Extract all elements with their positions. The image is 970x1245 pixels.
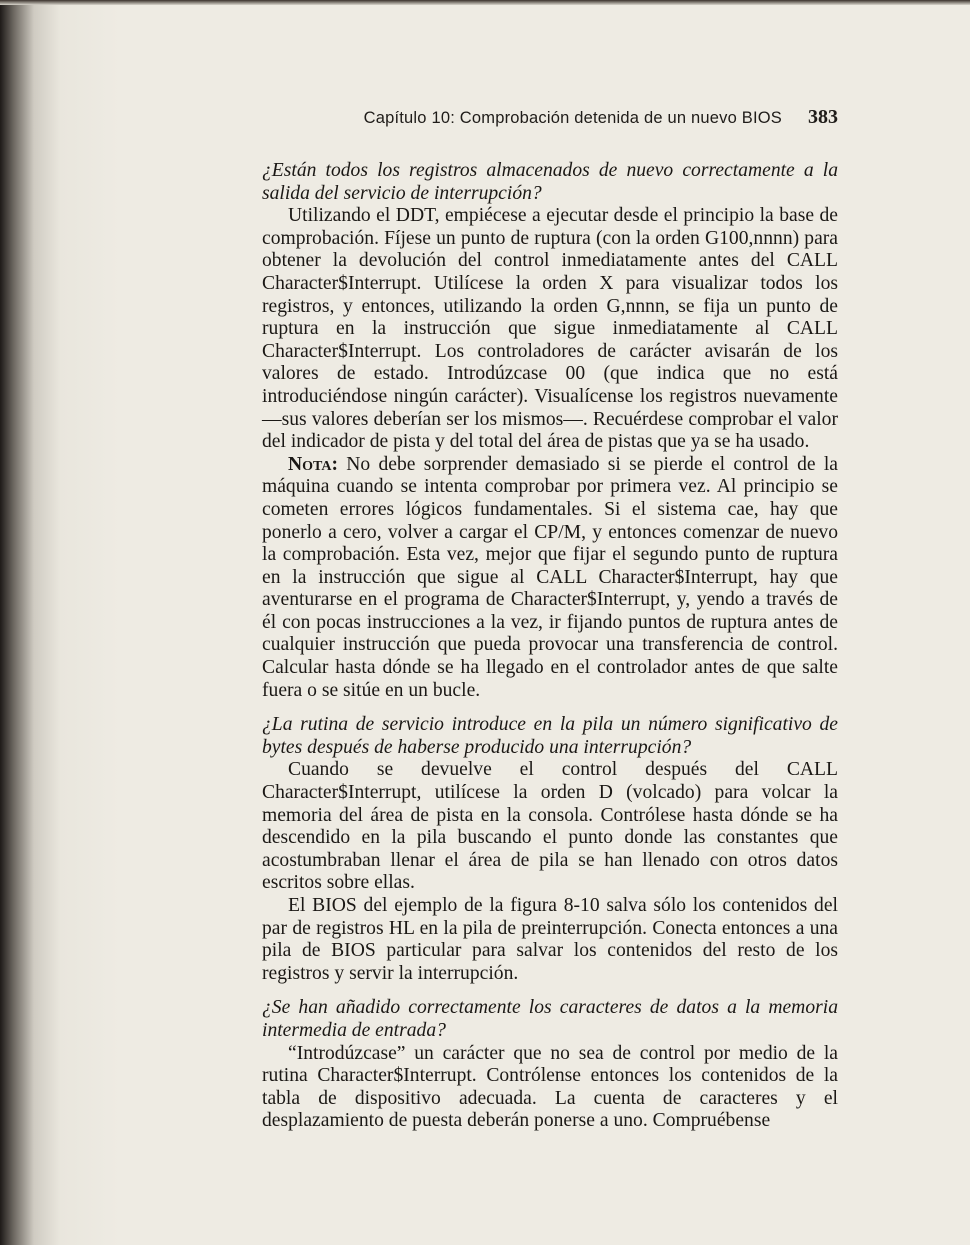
- body-paragraph: El BIOS del ejemplo de la figura 8-10 salva sólo los contenidos del par de registros HL en la pila de preinterrupción. Conecta entonces a una pila de BIOS particular para salvar los contenidos del resto de los registros y servir la interrupción.: [262, 895, 838, 984]
- running-head: Capítulo 10: Comprobación detenida de un nuevo BIOS: [363, 109, 782, 127]
- body-paragraph: Cuando se devuelve el control después del CALL Character$Interrupt, utilícese la orden D (volcado) para volcar la memoria del área de pista en la consola. Contrólese hasta dónde se ha descendido en la pila buscando el punto donde las constantes que acostumbraban llenar el área de pila se han llenado con otros datos escritos sobre ellas.: [262, 759, 838, 894]
- section-question: ¿La rutina de servicio introduce en la pila un número significativo de bytes después de haberse producido una interrupción?: [262, 714, 838, 758]
- section-question: ¿Se han añadido correctamente los caracteres de datos a la memoria intermedia de entrada?: [262, 997, 838, 1041]
- body-paragraph: “Introdúzcase” un carácter que no sea de control por medio de la rutina Character$Interrupt. Contrólense entonces los contenidos de la tabla de dispositivo adecuada. La cuenta de caracteres y el desplazamiento de puesta deberán ponerse a uno. Compruébense: [262, 1042, 838, 1132]
- page-top-edge: [0, 0, 970, 5]
- note-text: No debe sorprender demasiado si se pierde el control de la máquina cuando se intenta comprobar por primera vez. Al principio se cometen errores lógicos fundamentales. Si el sistema cae, hay que ponerlo a cero, volver a cargar el CP/M, y entonces comenzar de nuevo la comprobación. Esta vez, mejor que fijar el segundo punto de ruptura en la instrucción que sigue al CALL Character$Interrupt, hay que aventurarse en el programa de Character$Interrupt, y, yendo a través de él con pocas instrucciones a la vez, ir fijando puntos de ruptura antes de cualquier instrucción que pueda provocar una transferencia de control. Calcular hasta dónde se ha llegado en el controlador antes de que salte fuera o se sitúe en un bucle.: [262, 453, 838, 701]
- note-paragraph: [262, 454, 838, 703]
- page-body: [262, 160, 838, 1133]
- section-question: ¿Están todos los registros almacenados de nuevo correctamente a la salida del servicio de interrupción?: [262, 160, 838, 204]
- note-label: Nota:: [288, 453, 338, 475]
- page-number: 383: [808, 106, 838, 128]
- body-paragraph: Utilizando el DDT, empiécese a ejecutar desde el principio la base de comprobación. Fíjese un punto de ruptura (con la orden G100,nnnn) para obtener la devolución del control inmediatamente antes del CALL Character$Interrupt. Utilícese la orden X para visualizar todos los registros, y entonces, utilizando la orden G,nnnn, se fija un punto de ruptura en la instrucción que sigue inmediatamente al CALL Character$Interrupt. Los controladores de carácter avisarán de los valores de estado. Introdúzcase 00 (que indica que no está introduciéndose ningún carácter). Visualícense los registros nuevamente —sus valores deberían ser los mismos—. Recuérdese comprobar el valor del indicador de pista y del total del área de pistas que ya se ha usado.: [262, 205, 838, 453]
- page-header: [0, 106, 838, 136]
